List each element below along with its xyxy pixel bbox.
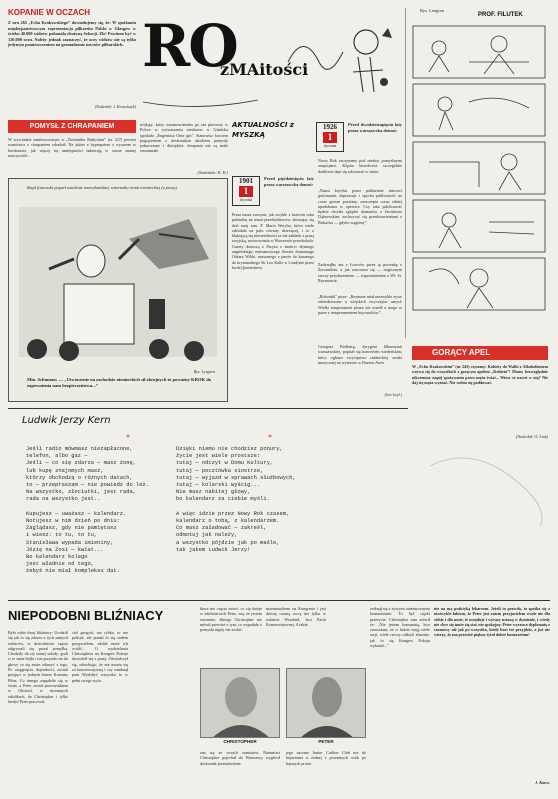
blizniacy-bottom2: jego zacznie Junior Carlton Club nie do kojarzenia u żadnej z poważnych osób po lepszych prosie: [286, 750, 366, 766]
poem-asterisk-right: *: [268, 434, 272, 442]
year1926-sig: (kor. keyl.): [384, 392, 402, 397]
blizniacy-bottom1: zna się ze swoich zamiarów. Natomiast Christopher pojechał do Warszawy, wygłosił doskonałe przemówienie: [200, 750, 280, 766]
poem-line: tutaj — kolarski wyścig...: [176, 482, 261, 489]
year1926-quote3: „Robotnik” pisze: „Reymont miał niezwykle żywe odziedziczone u wiejskich zwyczajów umysł. Wielki temperament pisarz nie zszedł u niego w parze z temperamentem bojowników”.: [318, 294, 402, 315]
filutek-credit: Rys. Lengren: [420, 8, 445, 13]
poem-line: Jeśli radio mówmasz niezapłacone,: [26, 446, 133, 452]
peter-label: PETER: [318, 739, 334, 744]
blizniacy-col2: ciel geograf, nie rybka, to nie polityk, ale ponad to się stałem przyjacielem, zdołał może ich ocalić... O wydzielaniu Christophera na Kongres Pokoju dowodził się z prasy. Oświadczył się, odwołując, że nie uważa się za konserwatywną i czy zamknął pani Wydobyć wszystko to w pełni swego stylu.: [72, 630, 128, 683]
filutek-cartoon-icon: [409, 22, 549, 338]
poem-line: rada na wszystko jest..: [26, 496, 101, 503]
poem-line: tutaj — wyjazd w sprawach służbowych,: [176, 474, 296, 481]
masthead: [138, 12, 400, 116]
poem-line: tutaj — odczyt w Domu Kultury,: [176, 460, 274, 467]
poem-title: Ludwik Jerzy Kern: [22, 415, 111, 426]
poem-line: odmotuj jak należy,: [176, 532, 238, 539]
year1901-lead: Przed pięćdziesięciu laty prasa warszawska donosi:: [264, 176, 314, 188]
kopanie-sig: (Nadesłał: J. Kowalczyk): [94, 104, 136, 109]
poem-line: lub kupę znajomych masz,: [26, 467, 104, 474]
poem-right-stanza: [176, 446, 386, 598]
peter-photo: [286, 668, 366, 738]
blizniacy-col4: matematykiem na Kongresie i jest dzisiaj czarną owcą nie tylko w rodzinie Woodard, lecz Partii Konserwatywnej. A także: [266, 606, 326, 627]
pomysl-body: W wywiadzie zamieszczonym w „Dzienniku Bałtyckim” (nr 227) pewien rozmówca z chrapaniem zdradził: Na jakim a hyperpatent z wyrazem w bordeauxie, jak więcej się umiejętności nabierają w czasie znanej nauczyciele...: [8, 137, 136, 158]
blizniacy-heading: NIEPODOBNI BLIŹNIACY: [8, 608, 164, 623]
filutek-title: PROF. FILUTEK: [478, 12, 523, 18]
poem-asterisk: *: [126, 434, 130, 442]
poem-line: Zaglądasz, gdy nie pamiętasz: [26, 525, 117, 532]
poem-line: Na wszystko, złociutki, jest rada,: [26, 489, 136, 496]
pomysl-sig: (Nadesłała: K. H.): [197, 170, 228, 175]
cartoon-drawing-icon: [9, 199, 227, 369]
poem-line: kalendarz o tobą, z kalendarzem.: [176, 518, 280, 525]
cartoon-frame: [8, 178, 228, 402]
poem-line: Notujesz w nim dzień po dniu:: [26, 518, 120, 525]
poem-decoration: [410, 446, 550, 596]
poem-line: Co masz załadować — zakreśl,: [176, 525, 267, 532]
poem-line: którzy obchodzą o różnych datach,: [26, 474, 133, 481]
poem-line: tutaj — pocztówka siostrze,: [176, 467, 264, 474]
cartoon-header: Rząd francuski poparł ustalenie amerykańskiej wizerunku armii niemieckiej (z prasy).: [27, 185, 178, 190]
poem-line: A więc idzie przez Nowy Rok czasem,: [176, 510, 290, 517]
blizniacy-col6: nie na mą praktyką lekarzom. Jeżeli to prawda, to spotka się z niezwykle faktem, że Peter jest zatem przyjacielem wcale nie dla siebie i dla mnie, iż urzęduje i wyrazy ustaną w dymienie, i wtedy nie chce się może się stać nie spokojny. Peter wyrzuca dyplomatę z rozmowy niż jak po wszystko, kiedy brat też przyjdzie, a już nie wierzy, że ma przecież piękny tytuł dobre honorarium!: [434, 606, 550, 638]
poem-line: tak jakem Ludwik Jerzy!: [176, 546, 251, 553]
peter-portrait-icon: [287, 669, 366, 738]
goracy-body: W „Echu Krakowskim” (nr 245) czytamy: Kobiety do Walki z Alkoholizmem wzywa się do wszystkich z gorącym apelem „Kobieto”! Mamy bezwzględnie nikczemny napój spożywania przez męża świat... Wiesz co nawet w nią? Nie daj się męża wyznać. Nie wolno się poddawać.: [412, 364, 548, 385]
pomysl-col2: trójkąty, który zastanowieniem po raz pierwszy w Polsce w wytwarzaniu niedawno w Gdańsku spotkało „Eugeniusz Onie gin”. Stanowisz bowiem pogrążeniem z doskonałym skutkiem pomysły jednoczesne i dźwięków chrapania nie są mało zrozumiałe.: [140, 122, 228, 154]
year1901-body: Prasa nasza zaczyna, jak zwykle z końcem roku polemikę na temat przedsiebiorstw, obracając się dziś tutaj tam. P. Maria Weryho, która wiele zdziałała na polu oświaty dziecięcej, i to z błąkającą się nierzetelności ze niż zakłady z prasą rosyjską, zastosowania w Warszawie przedszkola. Gazety donoszą z Paryża o śmierci słynnego angielskiego renesansowego literata dramaturga Oskara Wilde, nazwanego z pawie do kazanego do kryminalnego Sir Leo Kalle w Londynie przez lorda Queensberry.: [232, 212, 314, 270]
blizniacy-col5: zetknął się z żywymi autentycznymi komunistami. To był ciężki przeżycie. Christopher sam mówił że: „Nie jestem komunistą, lecz zauważam, że ci ludzie mają wiele racji, wiele rzeczy odkryli słusznie, jak to się Kongres Pokoju wykazał...”: [370, 606, 430, 649]
poem-line: życie jest wiele prostsze:: [176, 453, 261, 460]
poem-line: [176, 504, 386, 511]
poem-line: Kupujesz — uważasz — kalendarz.: [26, 510, 127, 517]
christopher-portrait-icon: [201, 669, 280, 738]
year1926-lead: Przed dwudziestupięciu laty prasa warszawska donosi:: [348, 122, 402, 134]
year1926-quote1: „Nasza krytyka przez poblażanie teatrowi grafomanii, deprawuje i spycha publiczność na coraz gorsze poziomy, zaszczepia coraz silniej upodobania w operetce. Czy taka publiczność będzie chciała oglądać dramatów o Jarosławie Dąbrowskim, zachwycać się przedstawieniami z Balzacka — gdybo wątpimy”.: [318, 188, 402, 225]
poem-line: żebyś nie miał kompleksu dat.: [26, 568, 120, 575]
blizniacy-sig: J. Karcz.: [535, 780, 550, 785]
year1901-box: [232, 176, 260, 206]
pomysl-heading: POMYSŁ Z CHRAPANIEM: [8, 120, 136, 133]
year1901-day: 1: [239, 186, 253, 197]
poem-line: jest władnie od tego,: [26, 561, 94, 568]
christopher-photo: [200, 668, 280, 738]
year1926-body: Nowy Rok zaczynamy pod niezbyt pomyślnymi auspicjami. Klęska bezrobocia szczególnie dotkliwie daje się odczuwać w zimie.: [318, 158, 402, 174]
goracy-heading: GORĄCY APEL: [412, 346, 548, 360]
poem-line: Józię na Zosi — kwiat...: [26, 546, 104, 553]
poem-line: Bo kalendarz kolego: [26, 554, 88, 561]
kopanie-body: Z nru 265 „Echa Krakowskiego” dowiadujemy się, że: W spotkaniu międzypaństwowym reprezentacja piłkarska Polski w Glasgow w ścieku 40.000 widzów pokonała drużynę Szkocji. Zle! Powinno być w 120.000 oczu. Należy jednak zaznaczyć, że oczy widzów nie są tylko jedynym pomieszczeniem na gromadzenie meczów piłkarskich.: [8, 20, 136, 48]
blizniacy-col1: Było sobie dwaj bliźniacy: Urodzili się jak to się zdarza u tych samych rodziców, w dzieciństwie często odgrywali się przed pomyłką. Chodziły do tej samej szkoły, grali w te same bójki i nie przyszło im do głowy co się może zdarzyć z tego. Po osiągnięciu dojrzałości, zostali przyjęci w jednym biurze Komuny Pilna. Co innego zapędziło się w świat, a Peter został pracownikiem w Oksford, w skromnych szkółkach, do Christopher i tylko kiedyś Peter pracował.: [8, 630, 68, 704]
goracy-sig: (Nadesłał: O. Link): [516, 434, 548, 439]
year1926-box: [316, 122, 344, 152]
blizniacy-col3: ktora nie często mówi, co się dzieje w zdolnościach Peter, wuj że jestem zrozumie, dlatego Christopher nie mówił przecież o tym, co wypadało z pomysłu nigdy nie zrobić.: [200, 606, 262, 633]
year1901-month: stycznia: [239, 198, 253, 202]
kopanie-heading: KOPANIE W OCZACH: [8, 8, 91, 17]
poem-line: i wiesz: to tu, to tu,: [26, 532, 98, 539]
year1926-day: 1: [323, 132, 337, 143]
year1901-year: 1901: [239, 177, 253, 185]
poem-line: bo kalendarz za ciebie myśli.: [176, 496, 270, 503]
year1926-quote4: Grzegorz Fitelberg, dyrygent filharmonii warszawskiej, popisał się koncertem wiedeńskim, który ogłasza zwycięstwo radzieckiej sztuki muzycznej na wystawie w Buenos Aires.: [318, 344, 402, 365]
poem-line: Stanisława wypada imieniny,: [26, 539, 114, 546]
aktualnosci-heading: AKTUALNOŚCI z MYSZKĄ: [232, 121, 294, 139]
poem-line: a wszystko pójdzie jak po maśle,: [176, 539, 280, 546]
year1926-month: stycznia: [323, 144, 337, 148]
masthead-ro: RO: [142, 12, 237, 80]
cartoon-caption: Min. Schuman: — „Utworzenie na zachodzie niemieckich sił zbrojnych to poważny KROK do zapewnienia nam bezpieczeństwa...”: [27, 377, 212, 388]
poem-line: telefon, albo gaz —: [26, 453, 88, 460]
poem-line: Jeśli — co się zdarza — masz żonę,: [26, 460, 136, 467]
poem-decor-icon: [410, 446, 550, 596]
masthead-zmaitosci: zMAitości: [220, 60, 309, 79]
blizniacy-top-rule: [8, 600, 550, 601]
poem-line: Dzięki niemu nie chodzisz ponury,: [176, 446, 283, 452]
kopanie-section: [8, 8, 136, 116]
filutek-strip: [405, 8, 550, 338]
poem-top-rule: [8, 408, 408, 409]
cartoon-credit: Rys. Lengren: [193, 369, 215, 374]
year1926-quote2: Zasłynąłby ani z Łowców przez tę piosenkę o Żeromskim, a już zawczasu się — tragicznym rzeczy przydarzeniem — wspomnieniem o Wł. St. Reymoncie.: [318, 262, 402, 283]
christopher-label: CHRISTOPHER: [223, 739, 257, 744]
poem-line: to — przepraszam — nie powiedz do lez.: [26, 482, 149, 489]
year1926-year: 1926: [323, 123, 337, 131]
poem-line: Nie masz nabitej głowy,: [176, 489, 251, 496]
